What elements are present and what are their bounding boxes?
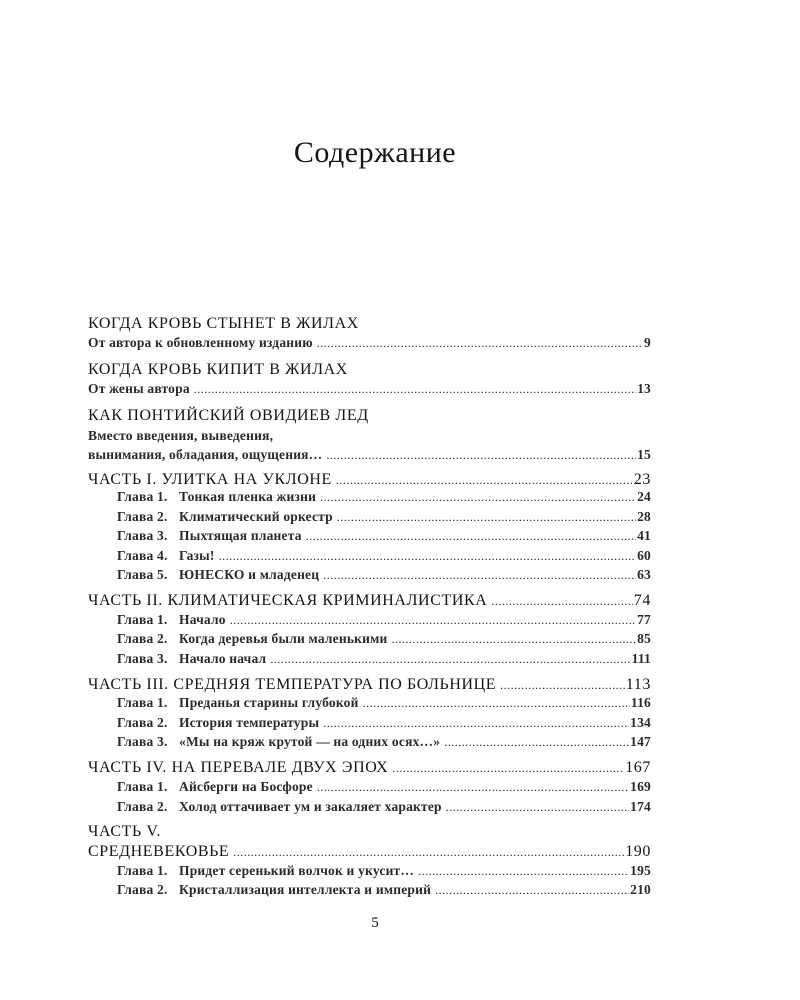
dot-leader (323, 713, 629, 733)
toc-entry-label: Вместо введения, выведения, (88, 428, 274, 443)
chapter-title: Тонкая пленка жизни (179, 489, 317, 504)
toc-page-number: 147 (630, 734, 651, 749)
page-number: 5 (371, 915, 379, 931)
toc-entry-label: КОГДА КРОВЬ СТЫНЕТ В ЖИЛАХ (88, 315, 359, 332)
chapter-title: Кристаллизация интеллекта и империй (179, 882, 432, 897)
chapter-title: Климатический оркестр (179, 509, 333, 524)
toc-chapter[interactable] (117, 861, 651, 881)
toc-chapter[interactable] (117, 880, 651, 900)
toc-entry-label (117, 777, 317, 797)
toc-subentry[interactable] (88, 333, 651, 353)
dot-leader (500, 675, 625, 695)
toc-subentry[interactable] (88, 379, 651, 399)
dot-leader (446, 797, 629, 817)
toc-page-number: 13 (637, 381, 651, 396)
toc-entry-label (117, 526, 306, 546)
dot-leader (323, 565, 636, 585)
page-title: Содержание (293, 136, 457, 169)
chapter-title: ЮНЕСКО и младенец (179, 567, 320, 582)
toc-page-number: 169 (630, 779, 651, 794)
toc-chapter[interactable] (117, 713, 651, 733)
chapter-number: Глава 5. (117, 567, 168, 582)
toc-entry-label: ЧАСТЬ I. УЛИТКА НА УКЛОНЕ (88, 471, 332, 488)
toc-entry-label (117, 610, 230, 630)
toc-heading[interactable] (88, 842, 651, 862)
toc-page-number: 195 (630, 863, 651, 878)
chapter-number: Глава 1. (117, 863, 168, 878)
chapter-number: Глава 1. (117, 779, 168, 794)
toc-page-number: 41 (637, 528, 651, 543)
toc-heading[interactable] (88, 822, 651, 842)
toc-entry-label (117, 880, 435, 900)
toc-heading[interactable] (88, 591, 651, 611)
toc-entry-label: вынимания, обладания, ощущения… (88, 447, 323, 462)
chapter-title: Холод оттачивает ум и закаляет характер (179, 799, 442, 814)
toc-subentry[interactable] (88, 445, 651, 465)
toc-entry-label: ЧАСТЬ V. (88, 823, 162, 840)
toc-chapter[interactable] (117, 487, 651, 507)
dot-leader (230, 610, 636, 630)
dot-leader (392, 629, 637, 649)
toc-entry-label: От автора к обновленному изданию (88, 335, 313, 350)
toc-entry-label (117, 565, 323, 585)
toc-entry-label (117, 507, 337, 527)
dot-leader (363, 693, 630, 713)
dot-leader (270, 649, 630, 669)
toc-heading[interactable] (88, 675, 651, 695)
toc-heading[interactable] (88, 758, 651, 778)
toc-entry-label (117, 713, 323, 733)
toc-page-number: 167 (625, 759, 651, 776)
toc-subentry[interactable] (88, 426, 651, 446)
toc-chapter[interactable] (117, 777, 651, 797)
dot-leader (444, 732, 629, 752)
dot-leader (392, 758, 624, 778)
toc-entry-label (117, 487, 320, 507)
dot-leader (491, 591, 632, 611)
chapter-title: Пыхтящая планета (179, 528, 302, 543)
toc-page-number: 190 (625, 843, 651, 860)
toc-page-number: 28 (637, 509, 651, 524)
toc-entry-label (117, 797, 446, 817)
toc-page-number: 15 (637, 447, 651, 462)
toc-entry-label: ЧАСТЬ II. КЛИМАТИЧЕСКАЯ КРИМИНАЛИСТИКА (88, 592, 488, 609)
toc-heading[interactable] (88, 406, 651, 426)
chapter-number: Глава 2. (117, 509, 168, 524)
toc-page-number: 74 (633, 592, 651, 609)
toc-page-number: 85 (637, 631, 651, 646)
chapter-title: Придет серенький волчок и укусит… (179, 863, 415, 878)
toc-heading[interactable] (88, 314, 651, 334)
toc-page-number: 174 (630, 799, 651, 814)
toc-page-number: 111 (631, 651, 651, 666)
chapter-number: Глава 3. (117, 651, 168, 666)
dot-leader (435, 880, 629, 900)
dot-leader (317, 777, 629, 797)
dot-leader (233, 842, 624, 862)
toc-chapter[interactable] (117, 546, 651, 566)
toc-entry-label (117, 649, 270, 669)
toc-entry-label: КОГДА КРОВЬ КИПИТ В ЖИЛАХ (88, 361, 348, 378)
toc-chapter[interactable] (117, 610, 651, 630)
toc-entry-label (117, 546, 219, 566)
dot-leader (306, 526, 636, 546)
chapter-number: Глава 2. (117, 715, 168, 730)
chapter-number: Глава 2. (117, 882, 168, 897)
toc-page-number: 60 (637, 548, 651, 563)
chapter-number: Глава 3. (117, 734, 168, 749)
chapter-title: История температуры (179, 715, 320, 730)
toc-entry-label (117, 629, 392, 649)
dot-leader (317, 333, 643, 353)
chapter-number: Глава 2. (117, 799, 168, 814)
chapter-number: Глава 1. (117, 612, 168, 627)
dot-leader (219, 546, 636, 566)
chapter-title: Айсберги на Босфоре (179, 779, 313, 794)
toc-entry-label: От жены автора (88, 381, 190, 396)
dot-leader (326, 445, 636, 465)
toc-entry-label: ЧАСТЬ III. СРЕДНЯЯ ТЕМПЕРАТУРА ПО БОЛЬНИЦЕ (88, 676, 497, 693)
toc-chapter[interactable] (117, 507, 651, 527)
toc-page-number: 210 (630, 882, 651, 897)
toc-heading[interactable] (88, 360, 651, 380)
chapter-title: «Мы на кряж крутой — на одних осях…» (179, 734, 441, 749)
chapter-title: Газы! (179, 548, 215, 563)
chapter-title: Начало начал (179, 651, 267, 666)
toc-chapter[interactable] (117, 732, 651, 752)
toc-entry-label: ЧАСТЬ IV. НА ПЕРЕВАЛЕ ДВУХ ЭПОХ (88, 759, 389, 776)
toc-entry-label (117, 732, 444, 752)
toc-page-number: 113 (625, 676, 651, 693)
toc-entry-label: КАК ПОНТИЙСКИЙ ОВИДИЕВ ЛЕД (88, 407, 369, 424)
toc-page-number: 9 (644, 335, 651, 350)
chapter-number: Глава 3. (117, 528, 168, 543)
chapter-number: Глава 1. (117, 489, 168, 504)
toc-entry-label: СРЕДНЕВЕКОВЬЕ (88, 843, 230, 860)
chapter-title: Когда деревья были маленькими (179, 631, 388, 646)
toc-page-number: 116 (630, 695, 651, 710)
dot-leader (320, 487, 636, 507)
toc-chapter[interactable] (117, 526, 651, 546)
toc-page-number: 24 (637, 489, 651, 504)
toc-chapter[interactable] (117, 797, 651, 817)
toc-entry-label (117, 693, 363, 713)
toc-page-number: 63 (637, 567, 651, 582)
toc-chapter[interactable] (117, 649, 651, 669)
toc-chapter[interactable] (117, 629, 651, 649)
toc-page-number: 77 (637, 612, 651, 627)
chapter-title: Начало (179, 612, 226, 627)
dot-leader (418, 861, 629, 881)
chapter-number: Глава 4. (117, 548, 168, 563)
toc-chapter[interactable] (117, 565, 651, 585)
toc-page-number: 134 (630, 715, 651, 730)
toc-page-number: 23 (633, 471, 651, 488)
dot-leader (194, 379, 636, 399)
toc-entry-label (117, 861, 418, 881)
toc-chapter[interactable] (117, 693, 651, 713)
dot-leader (337, 507, 636, 527)
chapter-title: Преданья старины глубокой (179, 695, 359, 710)
chapter-number: Глава 2. (117, 631, 168, 646)
chapter-number: Глава 1. (117, 695, 168, 710)
